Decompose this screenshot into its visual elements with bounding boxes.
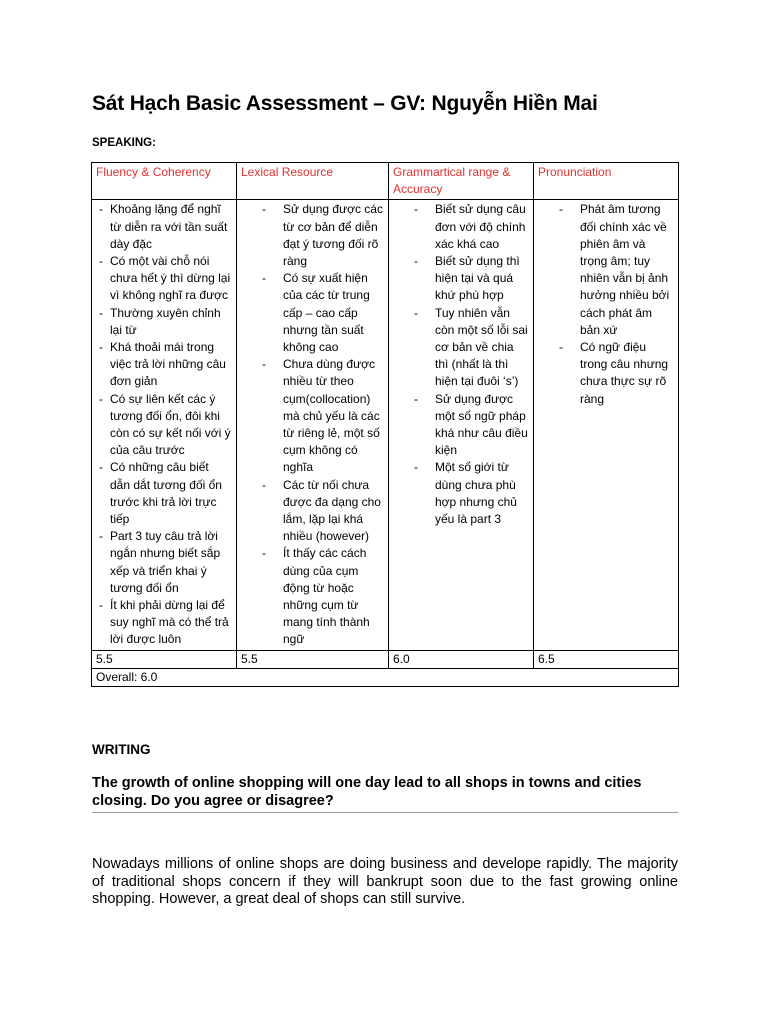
document-title: Sát Hạch Basic Assessment – GV: Nguyễn Hiền Mai [92, 92, 598, 115]
lexical-score: 5.5 [237, 650, 389, 668]
overall-score: Overall: 6.0 [92, 668, 679, 686]
list-item: - Sử dụng được các từ cơ bản để diễn đạt ý tương đối rõ ràng [241, 201, 384, 270]
header-fluency: Fluency & Coherency [92, 163, 237, 200]
grammar-score: 6.0 [389, 650, 534, 668]
pronunciation-comments-cell [534, 200, 679, 650]
list-item: - Sử dụng được một số ngữ pháp khá như câu điều kiện [393, 391, 529, 460]
list-item: - Chưa dùng được nhiều từ theo cụm(collocation) mà chủ yếu là các từ riêng lẻ, một số cụm không có nghĩa [241, 356, 384, 476]
writing-prompt: The growth of online shopping will one day lead to all shops in towns and cities closing. Do you agree or disagree? [92, 775, 678, 813]
list-item: - Phát âm tương đối chính xác về phiên âm và trọng âm; tuy nhiên vẫn bị ảnh hưởng nhiều bởi cách phát âm bản xứ [538, 201, 674, 339]
list-item: - Có ngữ điệu trong câu nhưng chưa thực sự rõ ràng [538, 339, 674, 408]
header-lexical: Lexical Resource [237, 163, 389, 200]
lexical-comments-list [241, 201, 384, 648]
rubric-overall-row [92, 668, 679, 686]
list-item: - Có sự liên kết các ý tương đối ổn, đôi khi còn có sự kết nối với ý của câu trước [96, 391, 232, 460]
fluency-comments-list [96, 201, 232, 648]
list-item: - Có một vài chỗ nói chưa hết ý thì dừng lại vì không nghĩ ra được [96, 253, 232, 305]
list-item: - Khoảng lặng để nghĩ từ diễn ra với tần suất dày đặc [96, 201, 232, 253]
speaking-rubric-table [91, 162, 679, 687]
list-item: - Biết sử dụng thì hiện tại và quá khứ phù hợp [393, 253, 529, 305]
header-grammar: Grammartical range & Accuracy [389, 163, 534, 200]
grammar-comments-list [393, 201, 529, 528]
fluency-comments-cell [92, 200, 237, 650]
speaking-heading: SPEAKING: [92, 137, 156, 149]
list-item: - Có sự xuất hiện của các từ trung cấp – cao cấp nhưng tần suất không cao [241, 270, 384, 356]
header-pronunciation: Pronunciation [534, 163, 679, 200]
list-item: - Ít thấy các cách dùng của cụm động từ hoặc những cụm từ mang tính thành ngữ [241, 545, 384, 648]
list-item: - Có những câu biết dẫn dắt tương đối ổn trước khi trả lời trực tiếp [96, 459, 232, 528]
pronunciation-score: 6.5 [534, 650, 679, 668]
list-item: - Part 3 tuy câu trả lời ngắn nhưng biết sắp xếp và triển khai ý tương đối ổn [96, 528, 232, 597]
list-item: - Tuy nhiên vẫn còn một số lỗi sai cơ bản về chia thì (nhất là thì hiện tại đuôi ‘s’) [393, 305, 529, 391]
rubric-comments-row [92, 200, 679, 650]
writing-heading: WRITING [92, 742, 151, 757]
grammar-comments-cell [389, 200, 534, 650]
rubric-header-row [92, 163, 679, 200]
lexical-comments-cell [237, 200, 389, 650]
list-item: - Một số giới từ dùng chưa phù hợp nhưng chủ yếu là part 3 [393, 459, 529, 528]
rubric-score-row [92, 650, 679, 668]
fluency-score: 5.5 [92, 650, 237, 668]
pronunciation-comments-list [538, 201, 674, 407]
list-item: - Biết sử dụng câu đơn với độ chính xác khá cao [393, 201, 529, 253]
list-item: - Các từ nối chưa được đa dạng cho lắm, lặp lại khá nhiều (however) [241, 477, 384, 546]
list-item: - Khá thoải mái trong việc trả lời những câu đơn giản [96, 339, 232, 391]
list-item: - Thường xuyên chỉnh lại từ [96, 305, 232, 339]
list-item: - Ít khi phải dừng lại để suy nghĩ mà có thể trả lời được luôn [96, 597, 232, 649]
essay-paragraph: Nowadays millions of online shops are doing business and develope rapidly. The majority of traditional shops concern if they will bankrupt soon due to the fast growing online shopping. However, a great deal of shops can still survive. [92, 856, 678, 907]
